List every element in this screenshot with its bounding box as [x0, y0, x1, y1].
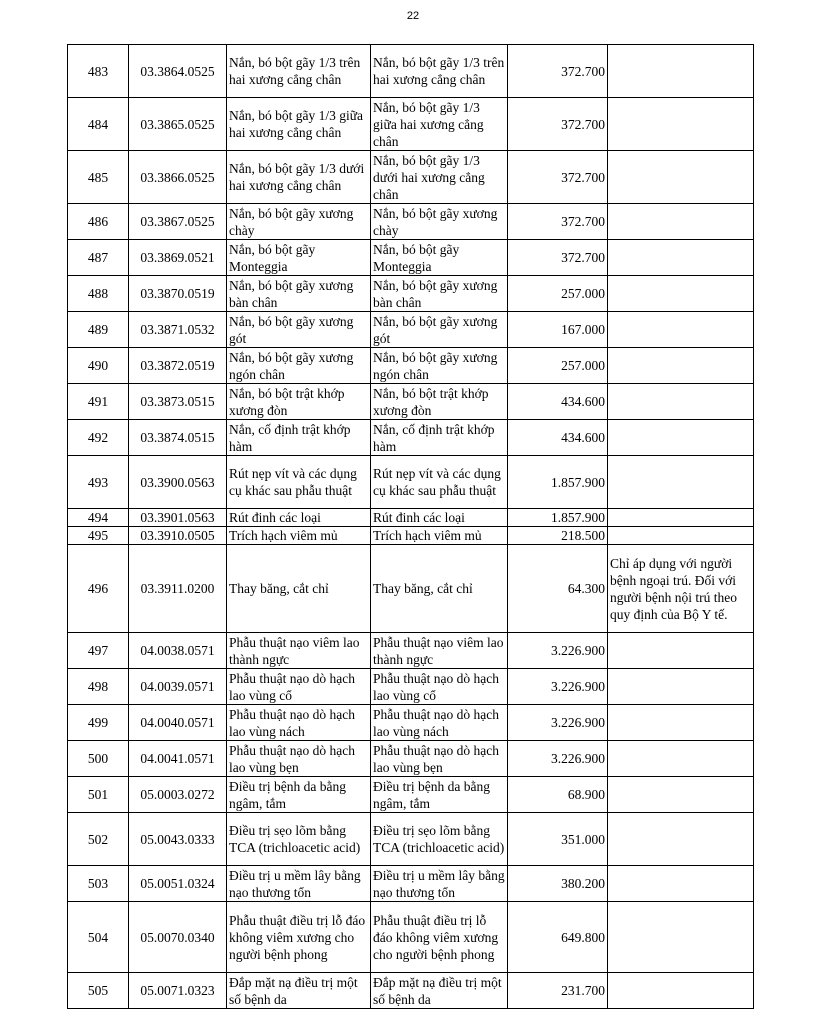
service-name-approved: Nắn, bó bột gãy xương gót — [371, 312, 508, 348]
service-price: 3.226.900 — [508, 669, 608, 705]
table-row — [68, 973, 754, 1009]
row-number: 484 — [68, 98, 129, 151]
service-name-approved: Thay băng, cắt chỉ — [371, 545, 508, 633]
table-row — [68, 45, 754, 98]
service-name: Nắn, bó bột gãy 1/3 giữa hai xương cẳng chân — [227, 98, 371, 151]
table-row — [68, 741, 754, 777]
service-name-approved: Phẫu thuật nạo dò hạch lao vùng bẹn — [371, 741, 508, 777]
service-code: 04.0039.0571 — [129, 669, 227, 705]
service-code: 03.3866.0525 — [129, 151, 227, 204]
table-row — [68, 527, 754, 545]
table-row — [68, 633, 754, 669]
service-code: 04.0040.0571 — [129, 705, 227, 741]
table-row — [68, 509, 754, 527]
row-number: 490 — [68, 348, 129, 384]
service-code: 03.3864.0525 — [129, 45, 227, 98]
service-price: 380.200 — [508, 866, 608, 902]
service-note — [608, 98, 754, 151]
service-name-approved: Rút nẹp vít và các dụng cụ khác sau phẫu thuật — [371, 456, 508, 509]
service-note — [608, 240, 754, 276]
service-note — [608, 777, 754, 813]
service-code: 04.0041.0571 — [129, 741, 227, 777]
service-name: Phẫu thuật điều trị lỗ đáo không viêm xương cho người bệnh phong — [227, 902, 371, 973]
table-row — [68, 312, 754, 348]
service-price: 3.226.900 — [508, 741, 608, 777]
service-name: Rút nẹp vít và các dụng cụ khác sau phẫu thuật — [227, 456, 371, 509]
row-number: 487 — [68, 240, 129, 276]
service-price: 434.600 — [508, 420, 608, 456]
table-row — [68, 384, 754, 420]
service-code: 03.3874.0515 — [129, 420, 227, 456]
service-name-approved: Nắn, bó bột gãy Monteggia — [371, 240, 508, 276]
service-code: 03.3901.0563 — [129, 509, 227, 527]
service-note — [608, 384, 754, 420]
service-price: 3.226.900 — [508, 705, 608, 741]
service-code: 03.3900.0563 — [129, 456, 227, 509]
row-number: 489 — [68, 312, 129, 348]
service-note — [608, 669, 754, 705]
service-note — [608, 276, 754, 312]
service-name-approved: Nắn, bó bột gãy 1/3 trên hai xương cẳng chân — [371, 45, 508, 98]
service-price: 1.857.900 — [508, 456, 608, 509]
service-code: 03.3870.0519 — [129, 276, 227, 312]
service-code: 05.0051.0324 — [129, 866, 227, 902]
row-number: 502 — [68, 813, 129, 866]
service-note — [608, 813, 754, 866]
service-name: Nắn, bó bột gãy xương ngón chân — [227, 348, 371, 384]
service-name-approved: Phẫu thuật điều trị lỗ đáo không viêm xương cho người bệnh phong — [371, 902, 508, 973]
service-price: 68.900 — [508, 777, 608, 813]
table-row — [68, 545, 754, 633]
service-name-approved: Nắn, bó bột gãy 1/3 dưới hai xương cẳng chân — [371, 151, 508, 204]
table-row — [68, 240, 754, 276]
service-name-approved: Điều trị bệnh da bằng ngâm, tắm — [371, 777, 508, 813]
service-name-approved: Đắp mặt nạ điều trị một số bệnh da — [371, 973, 508, 1009]
table-row — [68, 420, 754, 456]
service-note — [608, 204, 754, 240]
service-name-approved: Điều trị sẹo lõm bằng TCA (trichloacetic acid) — [371, 813, 508, 866]
service-name: Phẫu thuật nạo dò hạch lao vùng cổ — [227, 669, 371, 705]
service-price: 372.700 — [508, 45, 608, 98]
row-number: 494 — [68, 509, 129, 527]
service-note — [608, 348, 754, 384]
service-note — [608, 456, 754, 509]
service-name: Phẫu thuật nạo viêm lao thành ngực — [227, 633, 371, 669]
service-note — [608, 151, 754, 204]
service-note — [608, 312, 754, 348]
row-number: 503 — [68, 866, 129, 902]
service-name-approved: Phẫu thuật nạo dò hạch lao vùng cổ — [371, 669, 508, 705]
service-code: 05.0070.0340 — [129, 902, 227, 973]
service-note — [608, 527, 754, 545]
table-row — [68, 98, 754, 151]
service-name: Điều trị bệnh da bằng ngâm, tắm — [227, 777, 371, 813]
table-row — [68, 705, 754, 741]
table-row — [68, 456, 754, 509]
service-name: Nắn, bó bột gãy 1/3 trên hai xương cẳng chân — [227, 45, 371, 98]
table-row — [68, 204, 754, 240]
service-name: Rút đinh các loại — [227, 509, 371, 527]
service-price: 257.000 — [508, 276, 608, 312]
table-row — [68, 276, 754, 312]
table-row — [68, 669, 754, 705]
row-number: 504 — [68, 902, 129, 973]
service-price: 372.700 — [508, 151, 608, 204]
service-name: Điều trị sẹo lõm bằng TCA (trichloacetic acid) — [227, 813, 371, 866]
table-row — [68, 151, 754, 204]
page-number: 22 — [406, 10, 420, 22]
row-number: 488 — [68, 276, 129, 312]
service-name: Phẫu thuật nạo dò hạch lao vùng bẹn — [227, 741, 371, 777]
row-number: 495 — [68, 527, 129, 545]
table-row — [68, 813, 754, 866]
table-row — [68, 866, 754, 902]
service-price: 218.500 — [508, 527, 608, 545]
service-code: 05.0071.0323 — [129, 973, 227, 1009]
service-note — [608, 45, 754, 98]
table-row — [68, 348, 754, 384]
service-note — [608, 741, 754, 777]
service-name: Trích hạch viêm mủ — [227, 527, 371, 545]
service-price: 372.700 — [508, 240, 608, 276]
service-name-approved: Rút đinh các loại — [371, 509, 508, 527]
service-name-approved: Phẫu thuật nạo viêm lao thành ngực — [371, 633, 508, 669]
service-price: 167.000 — [508, 312, 608, 348]
service-price: 372.700 — [508, 204, 608, 240]
service-note — [608, 902, 754, 973]
service-code: 03.3869.0521 — [129, 240, 227, 276]
service-code: 05.0003.0272 — [129, 777, 227, 813]
service-note — [608, 705, 754, 741]
service-code: 03.3867.0525 — [129, 204, 227, 240]
service-name-approved: Phẫu thuật nạo dò hạch lao vùng nách — [371, 705, 508, 741]
service-note — [608, 866, 754, 902]
service-name-approved: Nắn, bó bột trật khớp xương đòn — [371, 384, 508, 420]
service-name: Nắn, bó bột gãy Monteggia — [227, 240, 371, 276]
service-note — [608, 633, 754, 669]
row-number: 493 — [68, 456, 129, 509]
service-code: 03.3872.0519 — [129, 348, 227, 384]
table-row — [68, 777, 754, 813]
row-number: 497 — [68, 633, 129, 669]
row-number: 501 — [68, 777, 129, 813]
table-row — [68, 902, 754, 973]
service-name: Đắp mặt nạ điều trị một số bệnh da — [227, 973, 371, 1009]
row-number: 500 — [68, 741, 129, 777]
service-price: 351.000 — [508, 813, 608, 866]
service-name: Nắn, bó bột trật khớp xương đòn — [227, 384, 371, 420]
service-name-approved: Trích hạch viêm mủ — [371, 527, 508, 545]
service-price: 64.300 — [508, 545, 608, 633]
service-price: 372.700 — [508, 98, 608, 151]
row-number: 485 — [68, 151, 129, 204]
service-name-approved: Nắn, cố định trật khớp hàm — [371, 420, 508, 456]
service-price: 3.226.900 — [508, 633, 608, 669]
row-number: 483 — [68, 45, 129, 98]
service-code: 03.3911.0200 — [129, 545, 227, 633]
service-price: 1.857.900 — [508, 509, 608, 527]
service-name: Nắn, bó bột gãy xương gót — [227, 312, 371, 348]
service-name: Nắn, bó bột gãy xương bàn chân — [227, 276, 371, 312]
service-name-approved: Điều trị u mềm lây bằng nạo thương tổn — [371, 866, 508, 902]
service-price: 649.800 — [508, 902, 608, 973]
service-name-approved: Nắn, bó bột gãy xương ngón chân — [371, 348, 508, 384]
service-name: Điều trị u mềm lây bằng nạo thương tổn — [227, 866, 371, 902]
service-price: 231.700 — [508, 973, 608, 1009]
service-code: 05.0043.0333 — [129, 813, 227, 866]
service-code: 04.0038.0571 — [129, 633, 227, 669]
row-number: 498 — [68, 669, 129, 705]
row-number: 505 — [68, 973, 129, 1009]
service-code: 03.3871.0532 — [129, 312, 227, 348]
row-number: 486 — [68, 204, 129, 240]
service-name: Phẫu thuật nạo dò hạch lao vùng nách — [227, 705, 371, 741]
service-name-approved: Nắn, bó bột gãy 1/3 giữa hai xương cẳng chân — [371, 98, 508, 151]
row-number: 496 — [68, 545, 129, 633]
service-note — [608, 509, 754, 527]
service-name: Nắn, cố định trật khớp hàm — [227, 420, 371, 456]
row-number: 492 — [68, 420, 129, 456]
service-note: Chỉ áp dụng với người bệnh ngoại trú. Đối với người bệnh nội trú theo quy định của Bộ Y tế. — [608, 545, 754, 633]
service-price: 434.600 — [508, 384, 608, 420]
service-name: Thay băng, cắt chỉ — [227, 545, 371, 633]
service-note — [608, 420, 754, 456]
service-code: 03.3873.0515 — [129, 384, 227, 420]
service-price: 257.000 — [508, 348, 608, 384]
service-name-approved: Nắn, bó bột gãy xương chày — [371, 204, 508, 240]
service-note — [608, 973, 754, 1009]
service-name-approved: Nắn, bó bột gãy xương bàn chân — [371, 276, 508, 312]
service-code: 03.3865.0525 — [129, 98, 227, 151]
service-name: Nắn, bó bột gãy 1/3 dưới hai xương cẳng chân — [227, 151, 371, 204]
service-price-table — [67, 44, 754, 1009]
service-name: Nắn, bó bột gãy xương chày — [227, 204, 371, 240]
service-code: 03.3910.0505 — [129, 527, 227, 545]
row-number: 491 — [68, 384, 129, 420]
row-number: 499 — [68, 705, 129, 741]
